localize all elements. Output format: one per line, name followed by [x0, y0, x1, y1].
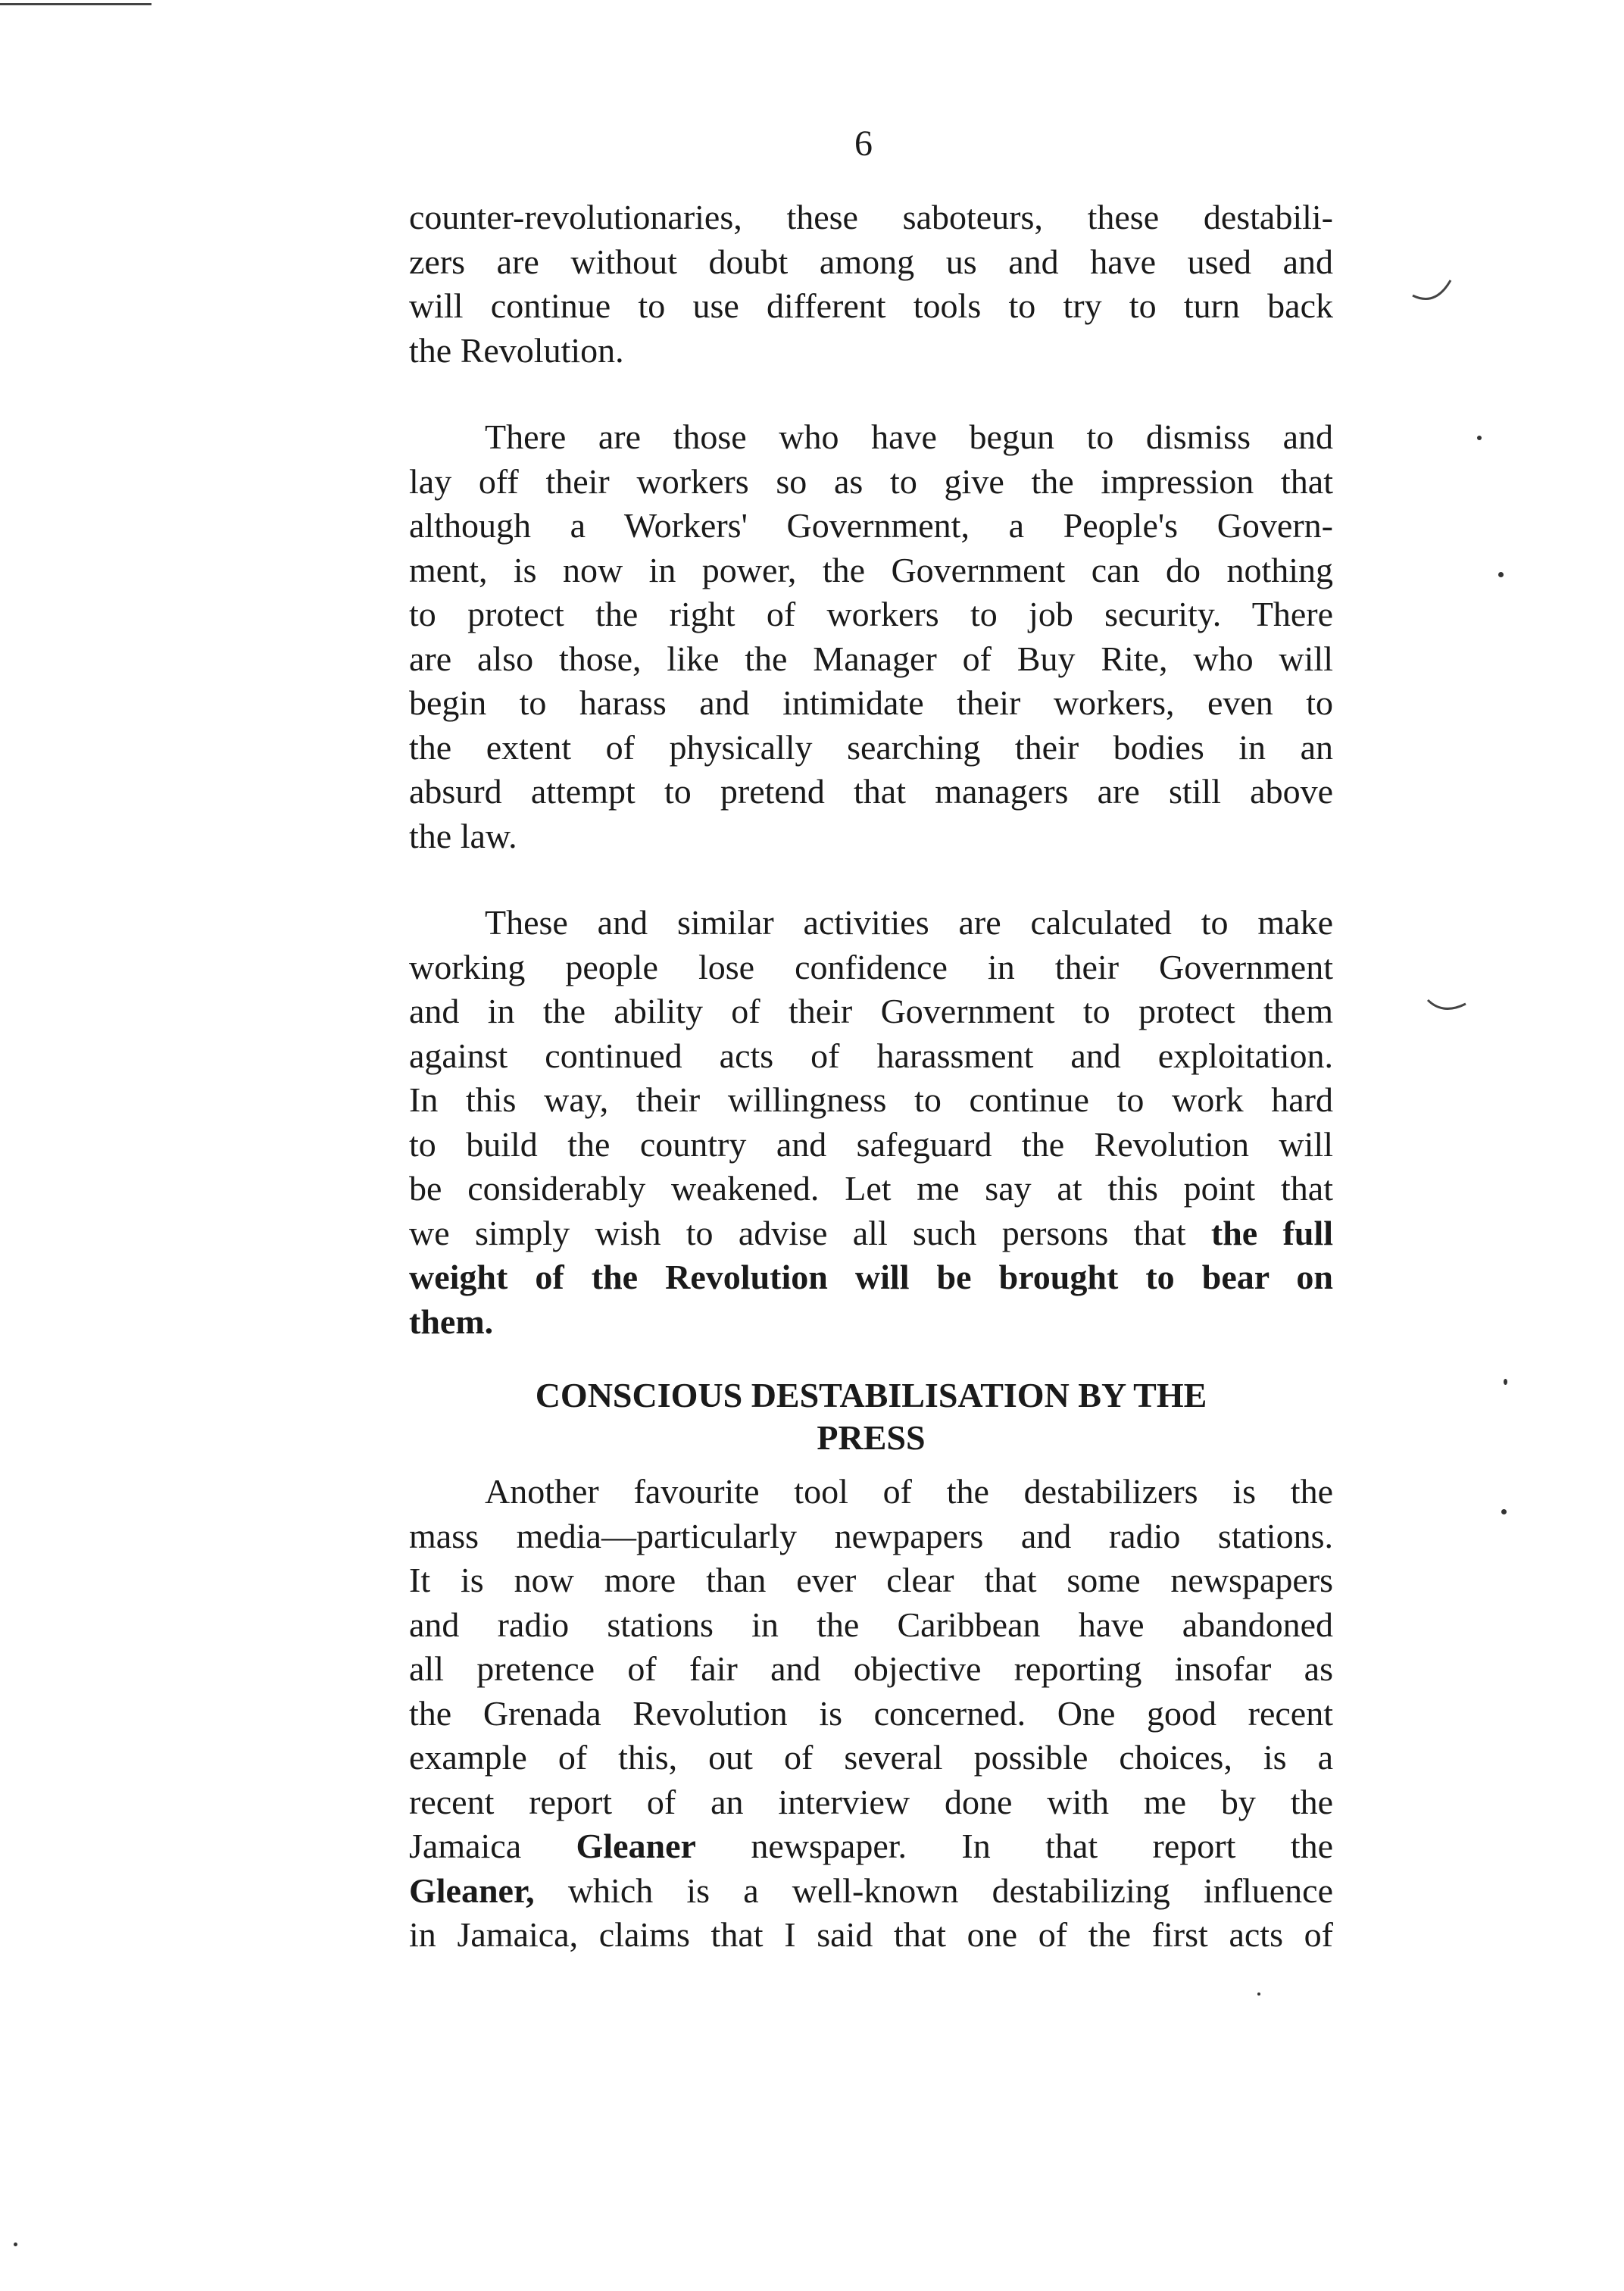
text-line: It is now more than ever clear that some newspapers — [409, 1561, 1333, 1599]
text-column — [409, 195, 1333, 1958]
bold-text-span: Gleaner — [576, 1827, 696, 1865]
text-line: recent report of an interview done with me by the — [409, 1782, 1333, 1821]
text-line: There are those who have begun to dismiss and — [485, 417, 1333, 456]
scan-artifact-dot — [1498, 572, 1504, 577]
page-number: 6 — [854, 123, 873, 164]
paragraph-1 — [409, 195, 1333, 373]
text-line: begin to harass and intimidate their workers, even to — [409, 683, 1333, 722]
heading-line: CONSCIOUS DESTABILISATION BY THE — [535, 1376, 1207, 1414]
text-line: against continued acts of harassment and exploitation. — [409, 1036, 1333, 1075]
bold-text-span: them. — [409, 1302, 494, 1341]
text-line: zers are without doubt among us and have used and — [409, 242, 1333, 281]
text-line: the Revolution. — [409, 330, 624, 370]
paragraph-2 — [409, 415, 1333, 858]
text-line: all pretence of fair and objective reporting insofar as — [409, 1649, 1333, 1688]
text-line: be considerably weakened. Let me say at this point that — [409, 1169, 1333, 1208]
text-line-mixed — [409, 1869, 1333, 1914]
text-line-mixed — [409, 1824, 1333, 1869]
bold-text-span: the full — [1210, 1213, 1334, 1252]
text-span: we simply wish to advise all such persons that — [409, 1213, 1211, 1252]
text-span: newspaper. In that report the — [695, 1827, 1333, 1865]
text-line: In this way, their willingness to continue to work hard — [409, 1080, 1333, 1119]
paragraph-3 — [409, 901, 1333, 1344]
text-line: to build the country and safeguard the Revolution will — [409, 1124, 1333, 1164]
scan-artifact-dot — [1477, 436, 1482, 440]
text-line: the Grenada Revolution is concerned. One good recent — [409, 1693, 1333, 1733]
text-line: example of this, out of several possible choices, is a — [409, 1738, 1333, 1777]
bold-text-span: Gleaner, — [409, 1871, 535, 1910]
text-line: to protect the right of workers to job security. There — [409, 595, 1333, 633]
text-line: the law. — [409, 816, 517, 855]
text-line: These and similar activities are calculated to make — [485, 903, 1333, 942]
paragraph-4 — [409, 1470, 1333, 1958]
text-span: which is a well-known destabilizing influence — [534, 1871, 1333, 1910]
scan-artifact-dot — [1257, 1993, 1260, 1996]
text-line: are also those, like the Manager of Buy Rite, who will — [409, 639, 1333, 678]
text-line: Another favourite tool of the destabilizers is the — [485, 1472, 1333, 1511]
text-line: counter-revolutionaries, these saboteurs, these destabili- — [409, 198, 1333, 236]
text-line: in Jamaica, claims that I said that one of the first acts of — [409, 1915, 1333, 1954]
scan-artifact-dot — [14, 2243, 17, 2246]
text-line: and in the ability of their Government to protect them — [409, 992, 1333, 1030]
text-line: lay off their workers so as to give the impression that — [409, 461, 1333, 501]
text-span: Jamaica — [409, 1827, 576, 1865]
bold-text-line — [409, 1255, 1333, 1300]
text-line: working people lose confidence in their Government — [409, 947, 1333, 986]
bold-text-line — [409, 1300, 1333, 1345]
scan-artifact-dot — [1501, 1509, 1507, 1514]
section-heading — [409, 1374, 1333, 1459]
text-line: absurd attempt to pretend that managers are still above — [409, 772, 1333, 811]
text-line: ment, is now in power, the Government can do nothing — [409, 550, 1333, 589]
text-line: will continue to use different tools to try to turn back — [409, 286, 1333, 325]
text-line: the extent of physically searching their bodies in an — [409, 727, 1333, 767]
scan-artifact-mark — [1409, 265, 1462, 311]
scan-artifact-mark — [1424, 992, 1469, 1023]
scan-artifact-dot — [1504, 1379, 1507, 1385]
scan-edge-line — [0, 3, 151, 5]
text-line: mass media—particularly newpapers and radio stations. — [409, 1516, 1333, 1555]
text-line: although a Workers' Government, a People's Govern- — [409, 506, 1333, 545]
heading-line: PRESS — [817, 1418, 926, 1457]
bold-text-span: weight of the Revolution will be brought to bear on — [409, 1258, 1333, 1296]
text-line-mixed — [409, 1211, 1333, 1256]
text-line: and radio stations in the Caribbean have abandoned — [409, 1605, 1333, 1644]
